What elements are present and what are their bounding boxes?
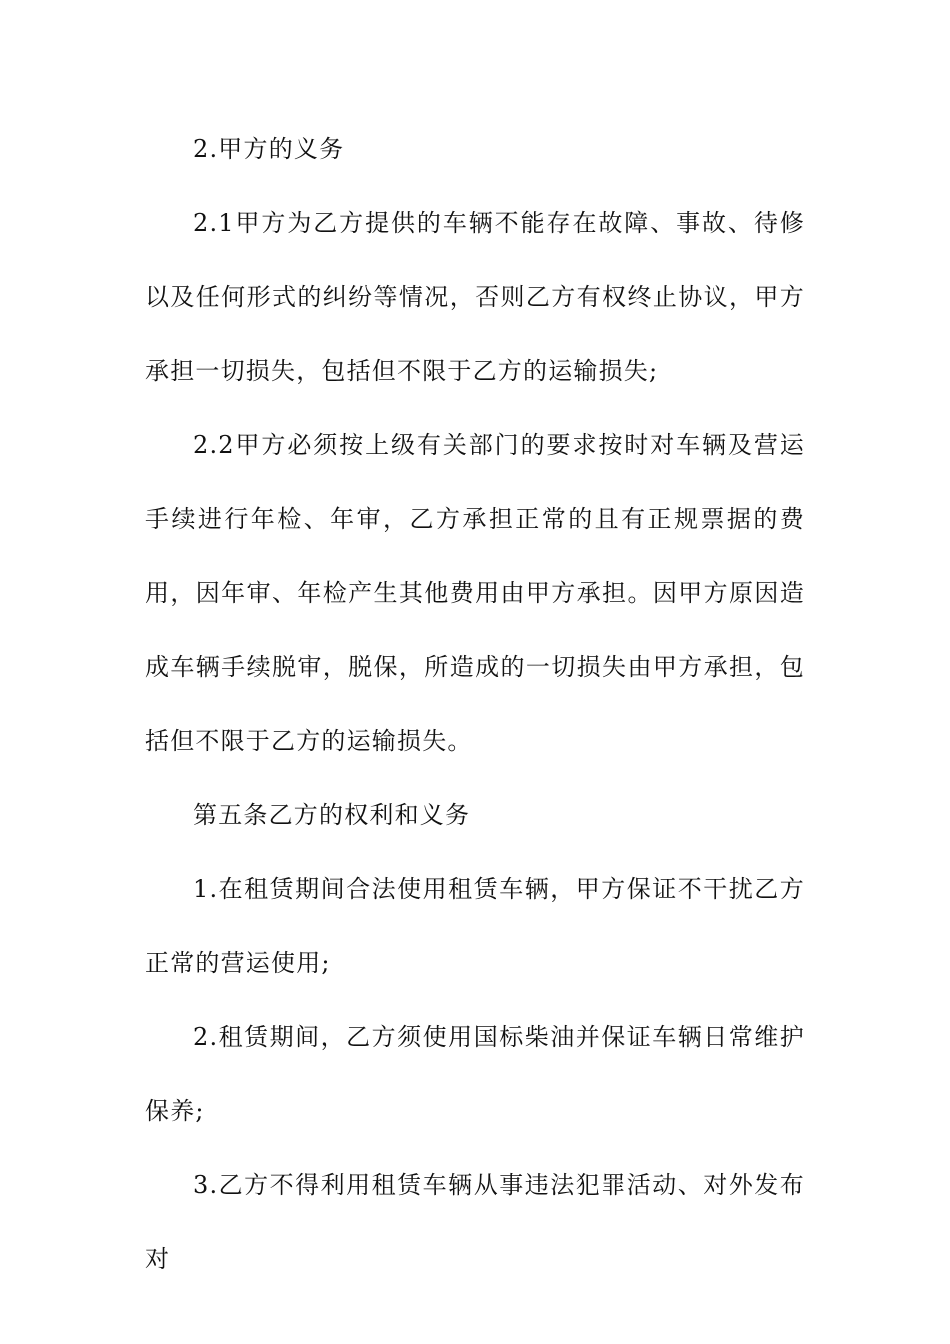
clause-5-3: 3.乙方不得利用租赁车辆从事违法犯罪活动、对外发布对: [145, 1171, 805, 1273]
article-five-heading: 第五条乙方的权利和义务: [193, 801, 471, 829]
document-body: [145, 112, 805, 1296]
clause-2-2: 2.2甲方必须按上级有关部门的要求按时对车辆及营运手续进行年检、年审，乙方承担正常的且有正规票据的费用，因年审、年检产生其他费用由甲方承担。因甲方原因造成车辆手续脱审，脱保，所造成的一切损失由甲方承担，包括但不限于乙方的运输损失。: [145, 431, 805, 755]
clause-2-1: 2.1甲方为乙方提供的车辆不能存在故障、事故、待修以及任何形式的纠纷等情况，否则乙方有权终止协议，甲方承担一切损失，包括但不限于乙方的运输损失;: [145, 209, 805, 385]
section-heading-party-a-obligations: 2.甲方的义务: [193, 135, 345, 163]
clause-5-2: 2.租赁期间，乙方须使用国标柴油并保证车辆日常维护保养;: [145, 1023, 805, 1125]
clause-5-1: 1.在租赁期间合法使用租赁车辆，甲方保证不干扰乙方正常的营运使用;: [145, 875, 805, 977]
